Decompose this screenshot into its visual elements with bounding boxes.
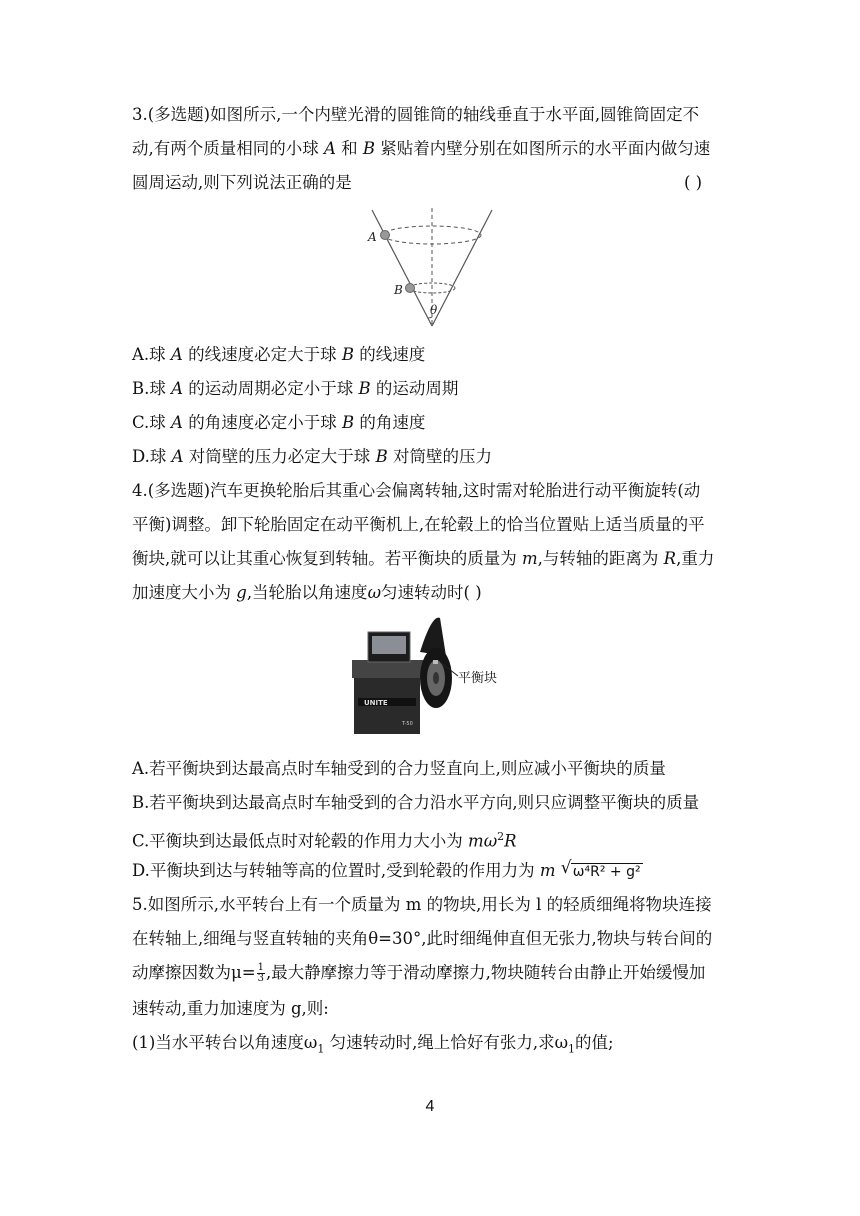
q4-stem-line-1: 4.(多选题)汽车更换轮胎后其重心会偏离转轴,这时需对轮胎进行动平衡旋转(动 bbox=[132, 481, 701, 500]
ball-a bbox=[381, 231, 390, 240]
q4-option-c: C.平衡块到达最低点时对轮毂的作用力大小为 $m\omega^2R$ bbox=[132, 830, 517, 851]
balancer-figure bbox=[350, 612, 520, 738]
brand-text: UNITE bbox=[364, 699, 388, 707]
q3-answer-blank: ( ) bbox=[684, 173, 703, 192]
display-screen bbox=[372, 636, 406, 654]
page-number: 4 bbox=[425, 1098, 435, 1115]
q4-option-a: A.若平衡块到达最高点时车轴受到的合力竖直向上,则应减小平衡块的质量 bbox=[132, 759, 666, 778]
q5-part-1: (1)当水平转台以角速度$\omega_1$ 匀速转动时,绳上恰好有张力,求$\omega_1$的值; bbox=[132, 1033, 614, 1056]
q3-stem-line-3: 圆周运动,则下列说法正确的是 bbox=[132, 173, 352, 192]
label-theta: θ bbox=[430, 303, 438, 317]
ball-b bbox=[406, 284, 415, 293]
q4-stem-line-4: 加速度大小为 g,当轮胎以角速度ω匀速转动时( ) bbox=[132, 583, 482, 602]
machine-top bbox=[352, 660, 426, 678]
q3-option-c: C.球 A 的角速度必定小于球 B 的角速度 bbox=[132, 413, 426, 432]
q4-option-b: B.若平衡块到达最高点时车轴受到的合力沿水平方向,则只应调整平衡块的质量 bbox=[132, 793, 700, 812]
label-a: A bbox=[368, 230, 377, 244]
theta-arc bbox=[428, 317, 432, 318]
q3-option-b: B.球 A 的运动周期必定小于球 B 的运动周期 bbox=[132, 379, 459, 398]
hub bbox=[433, 672, 439, 684]
cone-left-wall bbox=[372, 210, 432, 326]
q3-option-a: A.球 A 的线速度必定大于球 B 的线速度 bbox=[132, 345, 426, 364]
q4-option-d: D.平衡块到达与转轴等高的位置时,受到轮毂的作用力为 m √ ω⁴R² + g² bbox=[132, 860, 643, 883]
q3-stem-line-2: 动,有两个质量相同的小球 A 和 B 紧贴着内壁分别在如图所示的水平面内做匀速 bbox=[132, 139, 711, 158]
q5-stem-line-3: 动摩擦因数为μ= $\frac{1}{3}$ ,最大静摩擦力等于滑动摩擦力,物块随转台由静止开始缓慢加 bbox=[132, 962, 706, 984]
label-b: B bbox=[394, 283, 403, 297]
sqrt-expression: √ ω⁴R² + g² bbox=[560, 858, 641, 880]
model-text: T-50 bbox=[402, 721, 413, 727]
q5-stem-line-2: 在转轴上,细绳与竖直转轴的夹角θ=30°,此时细绳伸直但无张力,物块与转台间的 bbox=[132, 929, 713, 948]
balance-weight-label: 平衡块 bbox=[458, 671, 498, 686]
q4-stem-line-2: 平衡)调整。卸下轮胎固定在动平衡机上,在轮毂上的恰当位置贴上适当质量的平 bbox=[132, 515, 705, 534]
balance-weight bbox=[433, 660, 438, 664]
mu-fraction: $\frac{1}{3}$ bbox=[257, 962, 264, 984]
q5-stem-line-1: 5.如图所示,水平转台上有一个质量为 m 的物块,用长为 l 的轻质细绳将物块连接 bbox=[132, 895, 712, 914]
q3-option-d: D.球 A 对筒壁的压力必定大于球 B 对筒壁的压力 bbox=[132, 447, 492, 466]
q3-stem-line-1: 3.(多选题)如图所示,一个内壁光滑的圆锥筒的轴线垂直于水平面,圆锥筒固定不 bbox=[132, 105, 700, 124]
cone-figure bbox=[362, 208, 502, 330]
q4-stem-line-3: 衡块,就可以让其重心恢复到转轴。若平衡块的质量为 m,与转轴的距离为 R,重力 bbox=[132, 549, 715, 568]
q5-stem-line-4: 速转动,重力加速度为 g,则: bbox=[132, 999, 329, 1018]
orbit-a bbox=[383, 226, 481, 244]
